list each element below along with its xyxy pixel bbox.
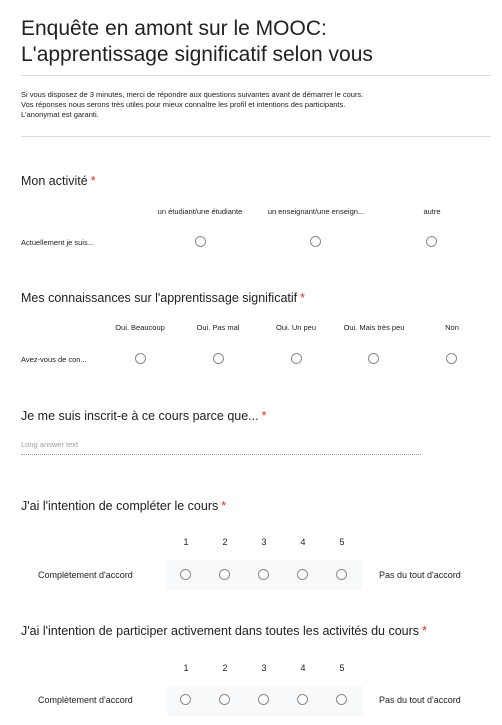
scale-low-label: Complètement d'accord [38, 570, 133, 580]
grid-column-un-peu: Oui. Un peu [275, 323, 317, 332]
intro-line1: Si vous disposez de 3 minutes, merci de répondre aux questions suivantes avant de démarrer le cours. [21, 90, 364, 99]
scale-radio-1[interactable] [180, 694, 191, 705]
required-asterisk: * [90, 174, 96, 188]
grid-column-pas-mal: Oui. Pas mal [196, 323, 240, 332]
grid-column-teacher: un enseignant/une enseign... [267, 207, 365, 216]
scale-number-4: 4 [300, 663, 306, 673]
grid-row-label: Actuellement je suis... [21, 238, 94, 247]
intro-line2: Vos réponses nous serons très utiles pour mieux connaître les profil et intentions des participants. [21, 100, 346, 109]
radio-other[interactable] [426, 236, 437, 247]
question-title-text: Je me suis inscrit-e à ce cours parce que... [21, 409, 259, 423]
question-title-complete-course [21, 499, 226, 513]
question-title-participate [21, 624, 427, 638]
scale-number-4: 4 [300, 537, 306, 547]
question-title-reason [21, 409, 266, 423]
intro-line3: L'anonymat est garanti. [21, 110, 99, 119]
scale-number-3: 3 [261, 663, 267, 673]
radio-un-peu[interactable] [291, 353, 302, 364]
grid-column-tres-peu: Oui. Mais très peu [343, 323, 405, 332]
scale-number-1: 1 [183, 537, 189, 547]
required-asterisk: * [221, 499, 227, 513]
required-asterisk: * [422, 624, 427, 638]
scale-number-5: 5 [339, 537, 345, 547]
question-title-text: J'ai l'intention de participer activement dans toutes les activités du cours [21, 624, 420, 638]
form-title-line2: L'apprentissage significatif selon vous [21, 43, 373, 66]
scale-high-label: Pas du tout d'accord [379, 570, 461, 580]
radio-tres-peu[interactable] [368, 353, 379, 364]
radio-teacher[interactable] [310, 236, 321, 247]
title-divider [21, 75, 491, 76]
radio-student[interactable] [195, 236, 206, 247]
scale-radio-5[interactable] [336, 569, 347, 580]
question-title-text: Mon activité [21, 174, 88, 188]
scale-radio-3[interactable] [258, 694, 269, 705]
form-title [21, 16, 491, 68]
grid-column-beaucoup: Oui. Beaucoup [115, 323, 165, 332]
scale-number-3: 3 [261, 537, 267, 547]
scale-radio-2[interactable] [219, 569, 230, 580]
form-title-line1: Enquête en amont sur le MOOC: [21, 17, 327, 40]
grid-column-other: autre [423, 207, 441, 216]
scale-number-1: 1 [183, 663, 189, 673]
form-description [21, 90, 491, 120]
scale-radio-4[interactable] [297, 569, 308, 580]
radio-pas-mal[interactable] [213, 353, 224, 364]
radio-beaucoup[interactable] [135, 353, 146, 364]
question-title-text: J'ai l'intention de compléter le cours [21, 499, 219, 513]
scale-radio-5[interactable] [336, 694, 347, 705]
scale-low-label: Complètement d'accord [38, 695, 133, 705]
question-title-knowledge [21, 291, 305, 305]
scale-number-5: 5 [339, 663, 345, 673]
required-asterisk: * [261, 409, 267, 423]
scale-radio-3[interactable] [258, 569, 269, 580]
long-answer-input[interactable]: Long answer text [21, 440, 421, 455]
intro-divider [21, 136, 491, 137]
required-asterisk: * [300, 291, 306, 305]
scale-number-2: 2 [222, 537, 228, 547]
question-title-activity [21, 174, 96, 188]
grid-column-non: Non [445, 323, 459, 332]
scale-radio-2[interactable] [219, 694, 230, 705]
scale-high-label: Pas du tout d'accord [379, 695, 461, 705]
grid-column-student: un étudiant/une étudiante [157, 207, 243, 216]
scale-number-2: 2 [222, 663, 228, 673]
question-title-text: Mes connaissances sur l'apprentissage significatif [21, 291, 298, 305]
grid-row-label: Avez-vous de con... [21, 355, 87, 364]
scale-radio-4[interactable] [297, 694, 308, 705]
radio-non[interactable] [446, 353, 457, 364]
scale-radio-1[interactable] [180, 569, 191, 580]
